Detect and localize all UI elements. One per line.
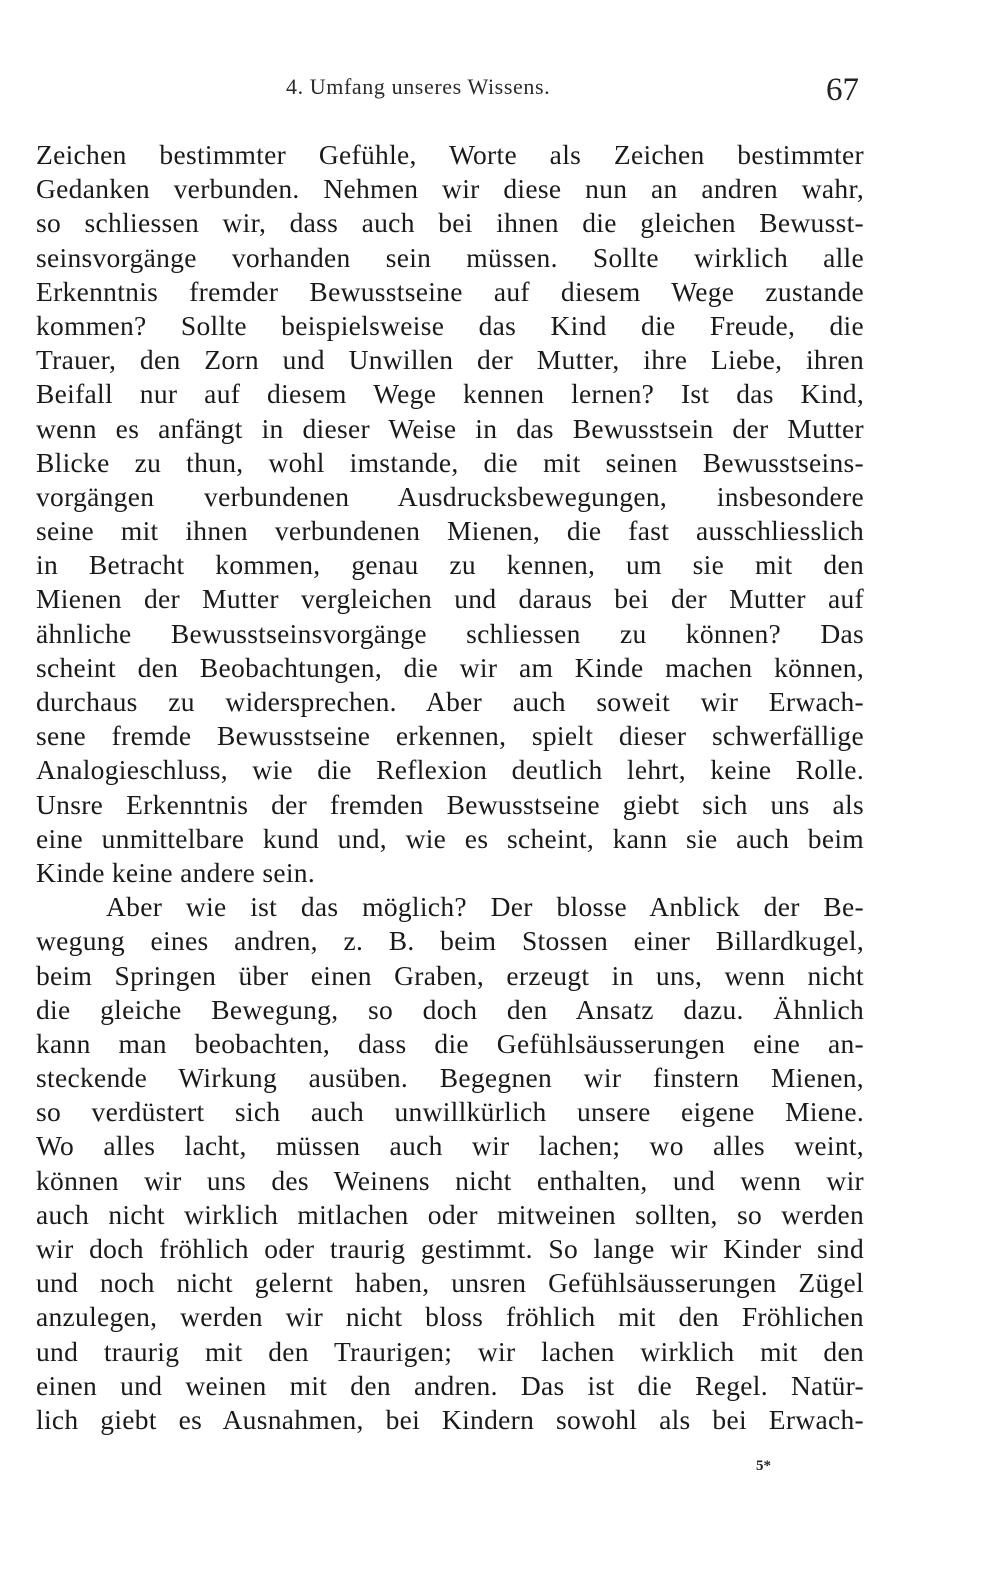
text-line: Kinde keine andere sein. [36,856,316,888]
text-line: und traurig mit den Traurigen; wir lachen wirklich mit den [36,1335,864,1367]
text-line: vorgängen verbundenen Ausdrucksbewegungen, insbesondere [36,480,864,512]
paragraph-2 [36,890,864,1437]
text-line: einen und weinen mit den andren. Das ist die Regel. Natür- [36,1369,864,1401]
text-line: seinsvorgänge vorhanden sein müssen. Sollte wirklich alle [36,241,864,273]
text-line: Aber wie ist das möglich? Der blosse Anblick der Be- [106,891,864,923]
text-line: wenn es anfängt in dieser Weise in das Bewusstsein der Mutter [36,412,864,444]
text-line: so schliessen wir, dass auch bei ihnen die gleichen Bewusst- [36,207,864,239]
signature-mark: 5* [756,1458,771,1474]
text-line: Analogieschluss, wie die Reflexion deutlich lehrt, keine Rolle. [36,754,864,786]
text-line: kann man beobachten, dass die Gefühlsäusserungen eine an- [36,1027,864,1059]
text-line: lich giebt es Ausnahmen, bei Kindern sowohl als bei Erwach- [36,1403,864,1435]
text-line: sene fremde Bewusstseine erkennen, spielt dieser schwerfällige [36,720,864,752]
text-line: die gleiche Bewegung, so doch den Ansatz dazu. Ähnlich [36,993,864,1025]
text-line: in Betracht kommen, genau zu kennen, um sie mit den [36,549,864,581]
text-line: anzulegen, werden wir nicht bloss fröhlich mit den Fröhlichen [36,1301,864,1333]
text-line: ähnliche Bewusstseinsvorgänge schliessen zu können? Das [36,617,864,649]
text-line: so verdüstert sich auch unwillkürlich unsere eigene Miene. [36,1096,864,1128]
text-line: Blicke zu thun, wohl imstande, die mit seinen Bewusstseins- [36,446,864,478]
text-line: wir doch fröhlich oder traurig gestimmt. So lange wir Kinder sind [36,1233,864,1264]
text-line: können wir uns des Weinens nicht enthalten, und wenn wir [36,1164,864,1196]
text-line: Gedanken verbunden. Nehmen wir diese nun an andren wahr, [36,173,864,205]
text-line: auch nicht wirklich mitlachen oder mitweinen sollten, so werden [36,1198,864,1230]
text-line: Erkenntnis fremder Bewusstseine auf diesem Wege zustande [36,275,864,307]
text-line: durchaus zu widersprechen. Aber auch soweit wir Erwach- [36,686,864,717]
text-line: Beifall nur auf diesem Wege kennen lernen? Ist das Kind, [36,378,864,410]
text-line: eine unmittelbare kund und, wie es scheint, kann sie auch beim [36,822,864,854]
text-line: steckende Wirkung ausüben. Begegnen wir finstern Mienen, [36,1062,864,1094]
text-line: scheint den Beobachtungen, die wir am Kinde machen können, [36,651,864,683]
running-head: 4. Umfang unseres Wissens. [286,74,551,99]
text-line: wegung eines andren, z. B. beim Stossen einer Billardkugel, [36,925,864,957]
text-line: Unsre Erkenntnis der fremden Bewusstseine giebt sich uns als [36,788,864,820]
text-line: kommen? Sollte beispielsweise das Kind die Freude, die [36,309,864,341]
text-line: seine mit ihnen verbundenen Mienen, die fast ausschliesslich [36,515,864,547]
paragraph-1 [36,138,864,890]
text-line: Mienen der Mutter vergleichen und daraus bei der Mutter auf [36,583,864,615]
text-line: und noch nicht gelernt haben, unsren Gefühlsäusserungen Zügel [36,1267,864,1299]
text-line: Trauer, den Zorn und Unwillen der Mutter, ihre Liebe, ihren [36,344,864,376]
page-number: 67 [826,72,859,108]
text-line: Wo alles lacht, müssen auch wir lachen; wo alles weint, [36,1130,864,1162]
text-line: Zeichen bestimmter Gefühle, Worte als Zeichen bestimmter [36,139,864,170]
body-text [36,138,864,1437]
text-line: beim Springen über einen Graben, erzeugt in uns, wenn nicht [36,959,864,991]
